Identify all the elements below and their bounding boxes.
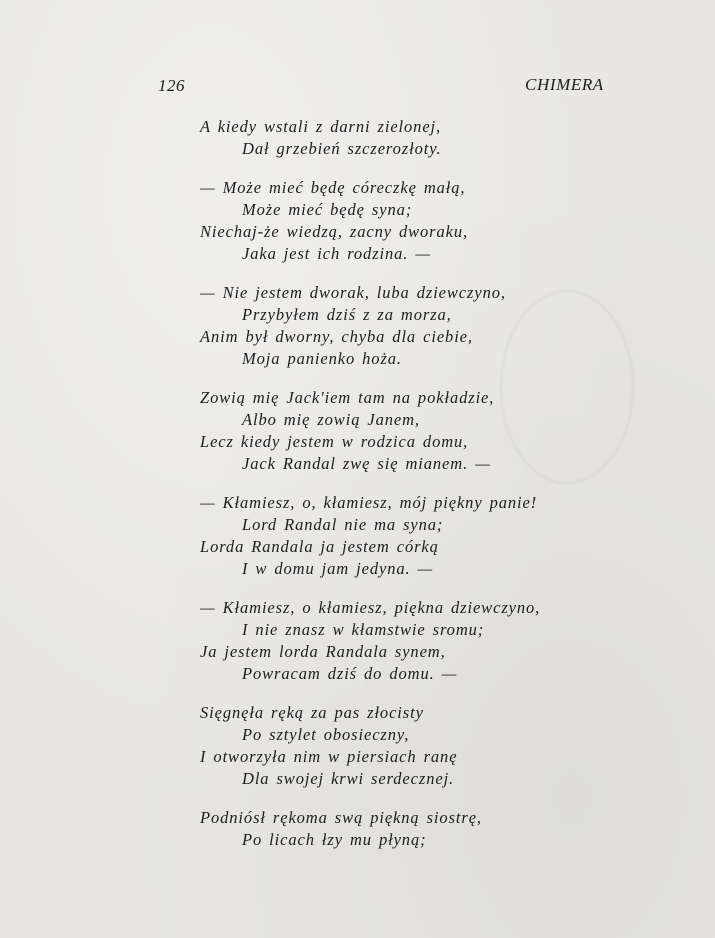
poem-line: Anim był dworny, chyba dla ciebie, [200, 327, 473, 346]
poem-line: Zowią mię Jack'iem tam na pokładzie, [200, 388, 495, 407]
poem-line: Ja jestem lorda Randala synem, [200, 642, 446, 661]
poem-line: Dał grzebień szczerozłoty. [242, 139, 442, 158]
poem-line: Przybyłem dziś z za morza, [242, 305, 452, 324]
poem-line: I otworzyła nim w piersiach ranę [200, 747, 458, 766]
stanza [200, 282, 620, 370]
stanza [200, 116, 620, 160]
page-number: 126 [158, 76, 185, 95]
stanza [200, 807, 620, 851]
poem-line: Lord Randal nie ma syna; [242, 515, 444, 534]
stanza [200, 492, 620, 580]
poem-line: I nie znasz w kłamstwie sromu; [242, 620, 485, 639]
poem-line: Jack Randal zwę się mianem. — [242, 454, 491, 473]
stanza [200, 597, 620, 685]
poem-line: Niechaj-że wiedzą, zacny dworaku, [200, 222, 469, 241]
poem-line: Po sztylet obosieczny, [242, 725, 410, 744]
poem-line: Jaka jest ich rodzina. — [242, 244, 431, 263]
stanza [200, 387, 620, 475]
poem-line: Moja panienko hoża. [242, 349, 402, 368]
poem-line: — Nie jestem dworak, luba dziewczyno, [200, 283, 506, 302]
poem-line: A kiedy wstali z darni zielonej, [200, 117, 442, 136]
poem-line: Po licach łzy mu płyną; [242, 830, 427, 849]
poem-line: Podniósł rękoma swą piękną siostrę, [200, 808, 482, 827]
running-title: CHIMERA [525, 75, 604, 94]
poem-line: Albo mię zowią Janem, [242, 410, 420, 429]
poem-line: — Kłamiesz, o kłamiesz, piękna dziewczyno, [200, 598, 541, 617]
poem-line: — Może mieć będę córeczkę małą, [200, 178, 466, 197]
poem-line: I w domu jam jedyna. — [242, 559, 434, 578]
poem-line: Lecz kiedy jestem w rodzica domu, [200, 432, 469, 451]
poem-line: Powracam dziś do domu. — [242, 664, 458, 683]
poem-line: Może mieć będę syna; [242, 200, 413, 219]
poem-line: — Kłamiesz, o, kłamiesz, mój piękny panie! [200, 493, 538, 512]
poem-line: Sięgnęła ręką za pas złocisty [200, 703, 424, 722]
stanza [200, 177, 620, 265]
poem-text [200, 116, 620, 868]
poem-line: Lorda Randala ja jestem córką [200, 537, 439, 556]
poem-line: Dla swojej krwi serdecznej. [242, 769, 455, 788]
stanza [200, 702, 620, 790]
